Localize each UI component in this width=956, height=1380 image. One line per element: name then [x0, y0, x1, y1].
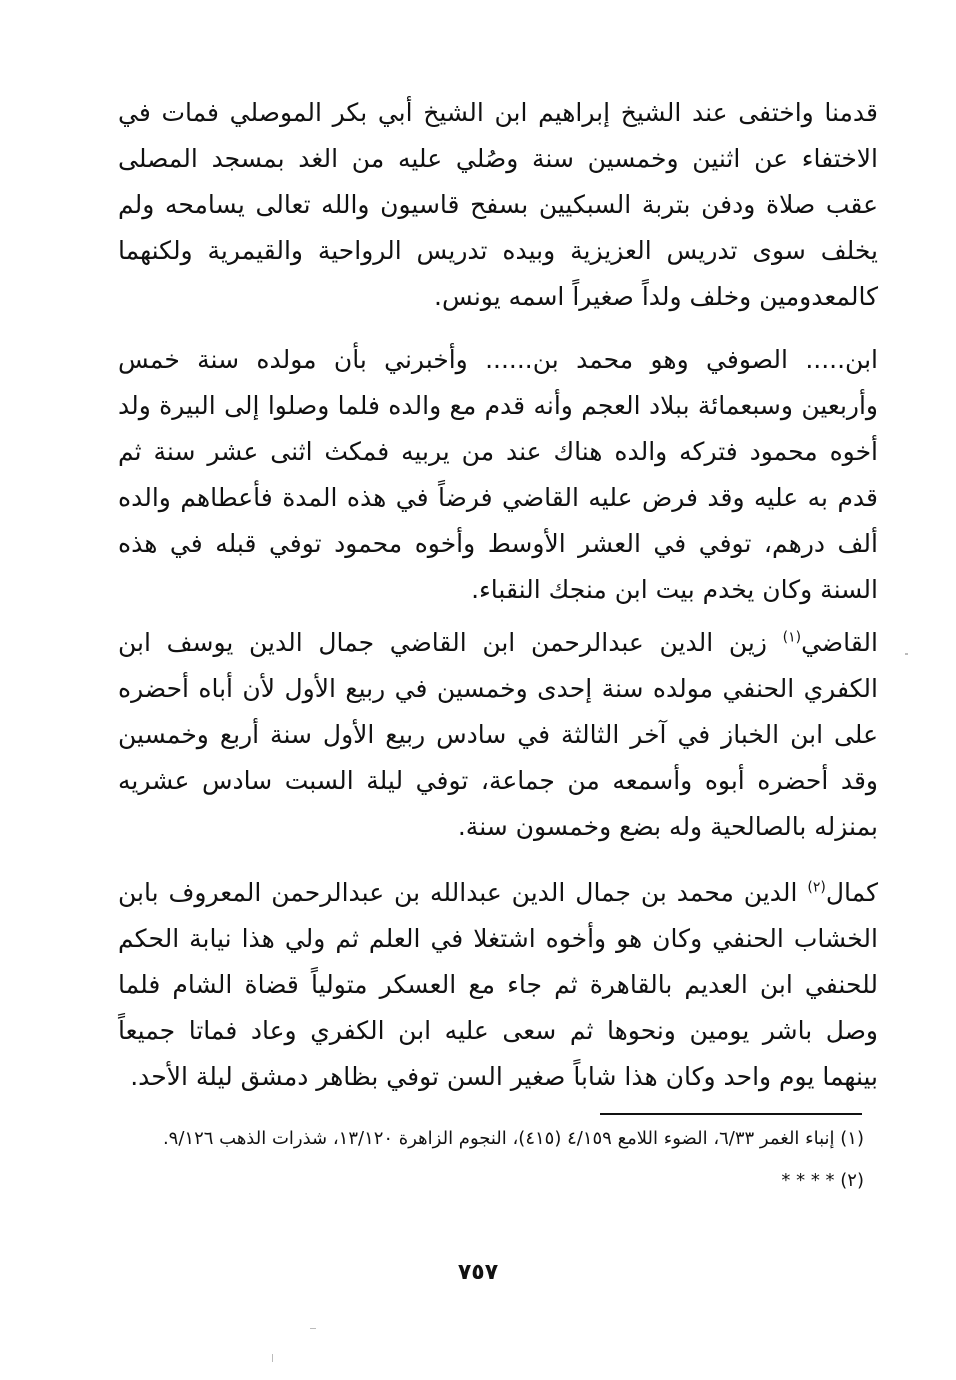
footnote-ref-1: (١) [782, 629, 802, 646]
paragraph-3 [118, 620, 878, 850]
paragraph-3-body [118, 620, 878, 850]
page-number: ٧٥٧ [457, 1260, 499, 1285]
footnote-2: (٢) * * * * [781, 1170, 864, 1191]
paragraph-4-lead: كمال [825, 878, 878, 907]
paragraph-4-body [118, 870, 878, 1100]
paragraph-3-text: زين الدين عبدالرحمن ابن القاضي جمال الدين يوسف ابن الكفري الحنفي مولده سنة إحدى وخمسين في ربيع الأول لأن أباه أحضره على ابن الخباز في آخر الثالثة في سادس ربيع الأول سنة أربع وخمسين وقد أحضره أبوه وأسمعه من جماعة، توفي ليلة السبت سادس عشريه بمنزله بالصالحية وله بضع وخمسون سنة. [118, 628, 878, 841]
paragraph-1-text: قدمنا واختفى عند الشيخ إبراهيم ابن الشيخ أبي بكر الموصلي فمات في الاختفاء عن اثنين وخمسين سنة وصُلي عليه من الغد بمسجد المصلى عقب صلاة ودفن بتربة السبكيين بسفح قاسيون والله تعالى يسامحه ولم يخلف سوى تدريس العزيزية وبيده تدريس الرواحية والقيمرية ولكنهما كالمعدومين وخلف ولداً صغيراً اسمه يونس. [118, 98, 878, 311]
scan-speck [310, 1328, 316, 1329]
footnotes [112, 1124, 864, 1208]
footnote-ref-2: (٢) [807, 879, 826, 896]
scan-speck [272, 1354, 273, 1362]
paragraph-1 [118, 90, 878, 320]
footnote-1: (١) إنباء الغمر ٦/٣٣، الضوء اللامع ٤/١٥٩ (٤١٥)، النجوم الزاهرة ١٣/١٢٠، شذرات الذهب ٩/١٢٦. [162, 1128, 864, 1149]
paragraph-2-text: ابن..... الصوفي وهو محمد بن...... وأخبرني بأن مولده سنة خمس وأربعين وسبعمائة ببلاد العجم وأنه قدم مع والده فلما وصلوا إلى البيرة ولد أخوه محمود فتركه والده هناك عند من يربيه فمكث اثنى عشر سنة ثم قدم به عليه وقد فرض عليه القاضي فرضاً في هذه المدة فأعطاهم والده ألف درهم، توفي في العشر الأوسط وأخوه محمود توفي قبله في هذه السنة وكان يخدم بيت ابن منجك النقباء. [118, 345, 878, 604]
paragraph-2 [118, 337, 878, 613]
footnote-divider [600, 1113, 862, 1115]
paragraph-4 [118, 870, 878, 1100]
paragraph-3-lead: القاضي [801, 628, 878, 657]
paragraph-4-text: الدين محمد بن جمال الدين عبدالله بن عبدالرحمن المعروف بابن الخشاب الحنفي وكان هو وأخوه اشتغلا في العلم ثم ولي هذا نيابة الحكم للحنفي ابن العديم بالقاهرة ثم جاء مع العسكر متولياً قضاة الشام فلما وصل باشر يومين ونحوها ثم سعى عليه ابن الكفري وعاد فماتا جميعاً بينهما يوم واحد وكان هذا شاباً صغير السن توفي بظاهر دمشق ليلة الأحد. [118, 878, 878, 1091]
scan-speck [905, 653, 908, 655]
